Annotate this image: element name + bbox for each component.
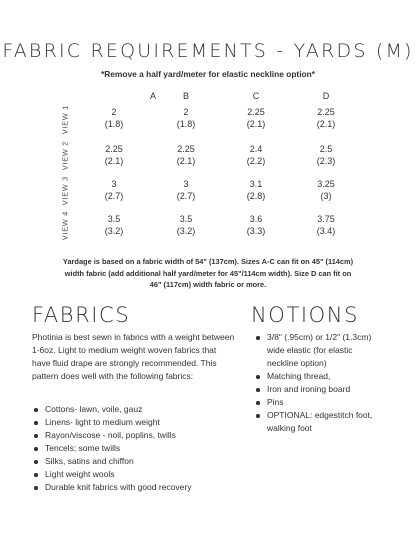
row-label-view-3: VIEW 3 [60, 175, 70, 206]
table-cell: 3.75 (3.4) [316, 214, 336, 236]
list-item: Pins [254, 396, 379, 409]
notions-heading: NOTIONS [251, 303, 360, 327]
list-item: Tencels; some twills [32, 442, 242, 455]
page-title: FABRIC REQUIREMENTS - YARDS (M) [2, 40, 414, 62]
fabrics-paragraph: Photinia is best sewn in fabrics with a weight between 1-6oz. Light to medium weight woven fabrics that have fluid drape are strongly recommended. This pattern does well with the following fabrics: [32, 332, 235, 381]
neckline-note: *Remove a half yard/meter for elastic neckline option* [100, 69, 316, 79]
list-item: Cottons- lawn, voile, gauz [32, 403, 242, 416]
fabrics-heading: FABRICS [32, 303, 131, 327]
table-cell: 3.6 (3.3) [246, 214, 266, 236]
table-cell: 3 (2.7) [104, 179, 124, 201]
column-header-a: A [149, 91, 156, 101]
table-cell: 2.25 (2.1) [104, 144, 124, 166]
fabrics-list [32, 403, 242, 494]
row-label-view-2: VIEW 2 [60, 140, 70, 171]
list-item: Silks, satins and chiffon [32, 455, 242, 468]
list-item: Linens- light to medium weight [32, 416, 242, 429]
list-item: OPTIONAL: edgestitch foot, walking foot [254, 409, 379, 435]
table-cell: 2.25 (2.1) [246, 107, 266, 129]
table-cell: 2.5 (2.3) [316, 144, 336, 166]
column-header-c: C [252, 91, 260, 101]
list-item: Rayon/viscose - noil, poplins, twills [32, 429, 242, 442]
list-item: Iron and ironing board [254, 383, 379, 396]
table-cell: 3.5 (3.2) [104, 214, 124, 236]
list-item: Matching thread, [254, 370, 379, 383]
table-cell: 2.25 (2.1) [316, 107, 336, 129]
row-label-view-4: VIEW 4 [60, 210, 70, 241]
column-header-b: B [182, 91, 189, 101]
table-cell: 3 (2.7) [176, 179, 196, 201]
table-cell: 2.25 (2.1) [176, 144, 196, 166]
table-cell: 2.4 (2.2) [246, 144, 266, 166]
list-item: 3/8" (.95cm) or 1/2" (1.3cm) wide elastic (for elastic neckline option) [254, 331, 379, 370]
table-cell: 2 (1.8) [104, 107, 124, 129]
list-item: Durable knit fabrics with good recovery [32, 481, 242, 494]
table-cell: 3.25 (3) [317, 179, 335, 201]
yardage-note: Yardage is based on a fabric width of 54" (137cm). Sizes A-C can fit on 45" (114cm) width fabric (add additional half yard/meter for 45"/114cm width). Size D can fit on 46" (117cm) width fabric or more. [62, 257, 354, 289]
table-cell: 2 (1.8) [176, 107, 196, 129]
table-cell: 3.1 (2.8) [246, 179, 266, 201]
row-label-view-1: VIEW 1 [60, 104, 70, 135]
table-cell: 3.5 (3.2) [176, 214, 196, 236]
list-item: Light weight wools [32, 468, 242, 481]
column-header-d: D [322, 91, 330, 101]
notions-list [254, 331, 379, 435]
